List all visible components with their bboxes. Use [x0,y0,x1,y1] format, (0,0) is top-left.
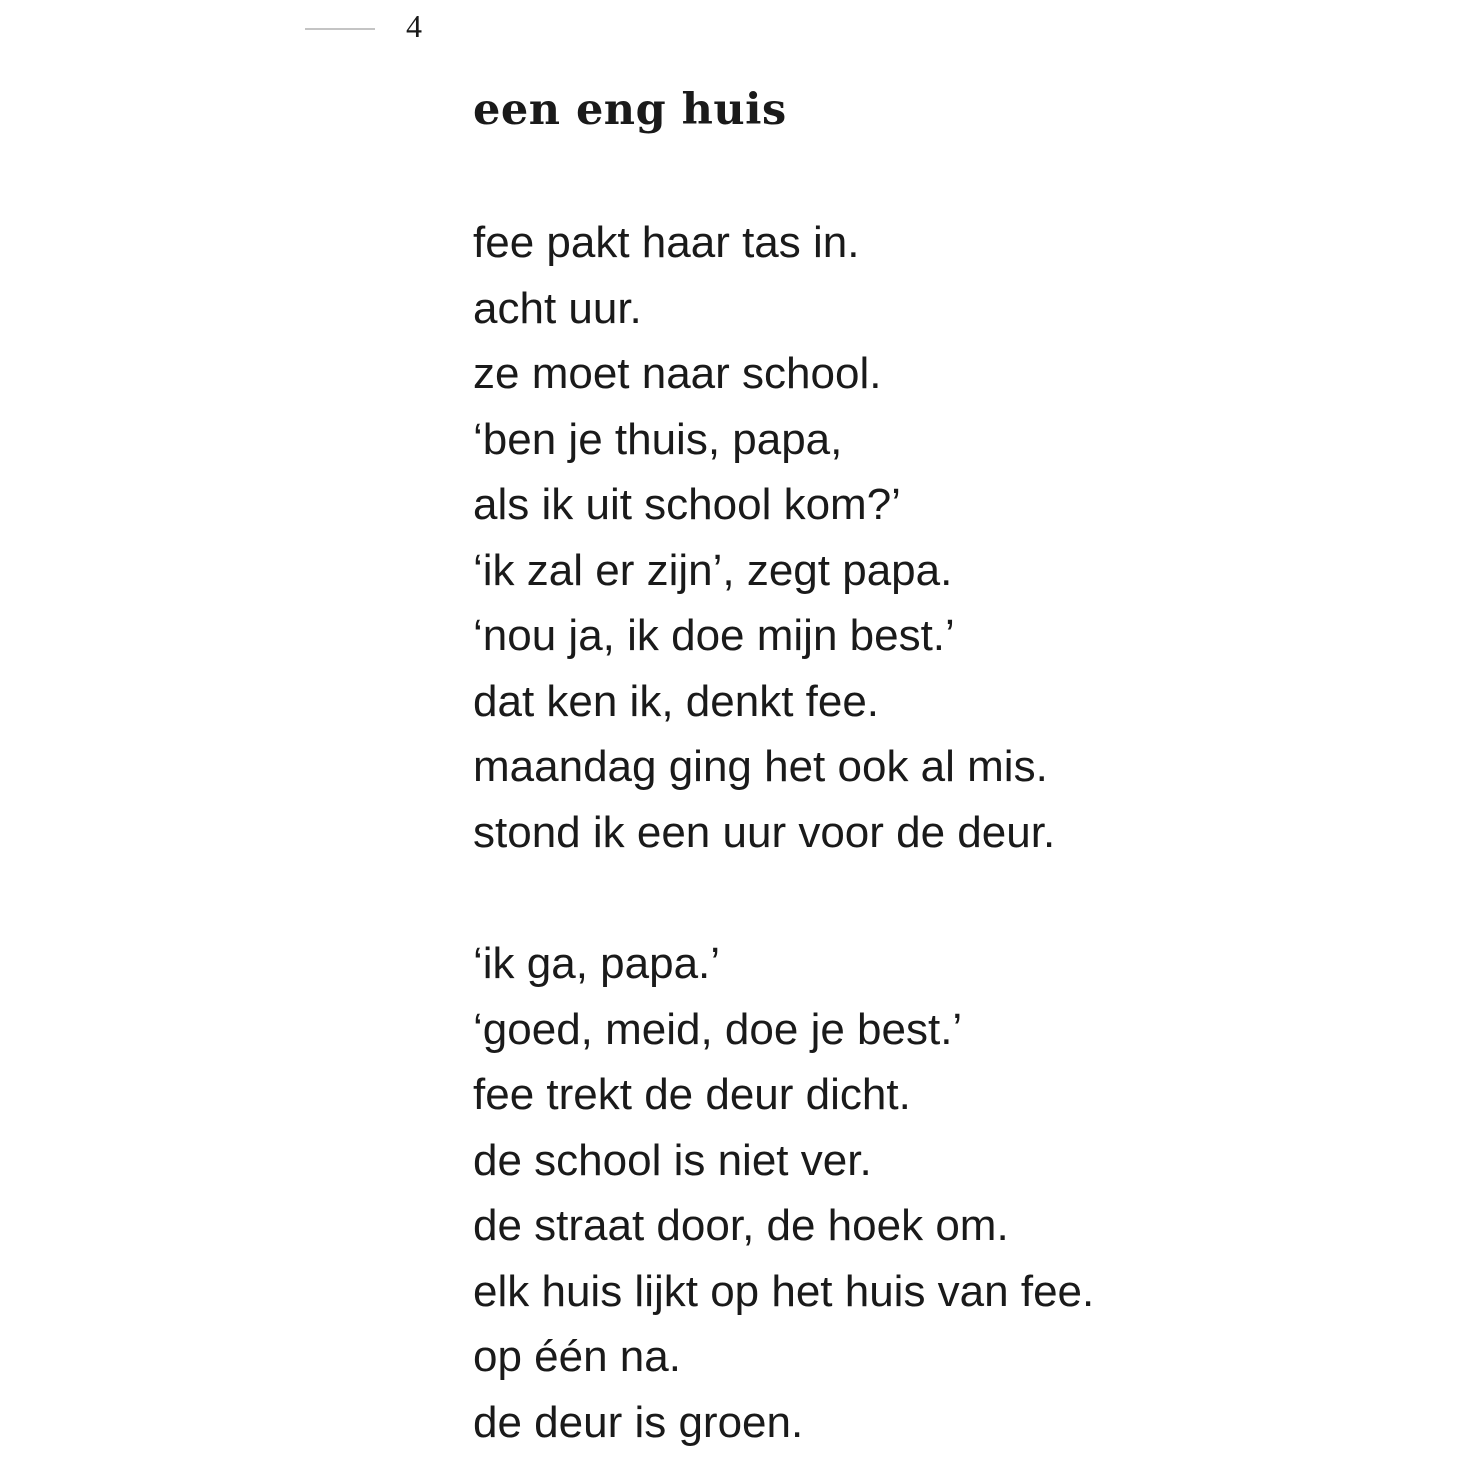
text-line: dat ken ik, denkt fee. [473,676,880,726]
text-line: op één na. [473,1332,681,1381]
text-line: fee pakt haar tas in. [473,218,860,267]
text-line: ze moet naar school. [473,349,882,398]
stanza-2 [473,931,1094,1455]
text-line: acht uur. [473,283,642,333]
stanza-1 [473,210,1055,865]
text-line: stond ik een uur voor de deur. [473,807,1056,857]
chapter-title: een eng huis [473,85,787,135]
text-line: ‘ben je thuis, papa, [473,414,843,464]
text-line: als ik uit school kom?’ [473,480,901,529]
text-line: ‘goed, meid, doe je best.’ [473,1004,963,1054]
text-line: ‘ik ga, papa.’ [473,939,721,988]
text-line: fee trekt de deur dicht. [473,1070,911,1119]
text-line: maandag ging het ook al mis. [473,742,1048,791]
text-line: de school is niet ver. [473,1135,872,1185]
page-number: 4 [406,8,422,44]
text-line: de deur is groen. [473,1397,804,1447]
text-line: ‘nou ja, ik doe mijn best.’ [473,611,955,660]
header-rule [305,28,375,30]
text-line: ‘ik zal er zijn’, zegt papa. [473,545,953,595]
text-line: elk huis lijkt op het huis van fee. [473,1266,1095,1316]
text-line: de straat door, de hoek om. [473,1201,1009,1250]
